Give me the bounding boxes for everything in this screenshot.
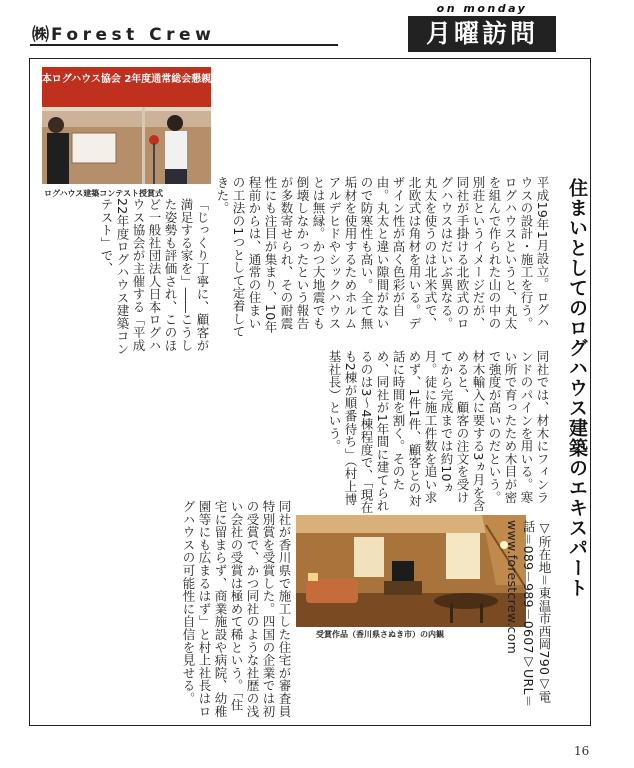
company-name-header bbox=[30, 26, 338, 46]
page-number: 16 bbox=[574, 744, 590, 758]
log-house-interior-illustration bbox=[296, 515, 526, 627]
article-body-top: 平成19年1月設立。ログハウスの設計・施工を行う。 ログハウスというと、丸太を組んで作られた山の中の別荘というイメージだが、同社が手掛ける北欧式のログハウスはだいぶ異なる。丸太を使うのは北米式で、北欧式は角材を用いる。デザイン性が高く色彩が自由。丸太と違い隙間がないので防寒性も高い。全て無垢材を使用するためホルムアルデヒドやシックハウスとは無縁。かつ大地震でも倒壊しなかったという報告が多数寄せられ、その耐震性にも注目が集まり、10年程前からは、通常の住まいの工法の1つとして定着してきた。 bbox=[215, 176, 550, 338]
company-name: Forest Crew bbox=[51, 25, 216, 45]
kabushiki-mark: ㈱ bbox=[32, 25, 49, 45]
company-contact-info: ▽所在地＝東温市西岡790▽電話＝089－989－0607▽URL＝www.forestcrew.com bbox=[505, 520, 552, 708]
series-title: 月曜訪問 bbox=[408, 16, 556, 52]
banner-text: 日本ログハウス協会 2年度通常総会懇親会 bbox=[31, 74, 222, 85]
award-ceremony-caption: ログハウス建築コンテスト授賞式 bbox=[44, 189, 163, 198]
article-body-bottom: 同社が香川県で施工した住宅が審査員特別賞を受賞した。四国の企業では初の受賞で、かつ同社のような社歴の浅い会社の受賞は極めて稀という。「住宅に留まらず、商業施設や病院、幼稚園等にも広まるはず」と村上社長はログハウスの可能性に自信を見せる。 bbox=[181, 500, 292, 718]
series-tag: on monday bbox=[436, 2, 528, 15]
article-body-left: 「じっくり丁寧に、顧客が満足する家を」――こうした姿勢も評価され、このほど一般社団法人日本ログハウス協会が主催する「平成22年度ログハウス建築コンテスト」で、 bbox=[99, 198, 210, 356]
log-house-interior-photo bbox=[296, 515, 526, 627]
article-headline: 住まいとしてのログハウス建築のエキスパート bbox=[566, 178, 588, 598]
banner-backdrop bbox=[42, 67, 211, 107]
award-ceremony-photo bbox=[31, 67, 222, 184]
log-house-interior-caption: 受賞作品（香川県さぬき市）の内観 bbox=[316, 630, 444, 639]
article-body-middle: 同社では、材木にフィンランドのパインを用いる。寒い所で育ったため木目が密で強度が高いのだという。材木輸入に要する3ヵ月を含めると、顧客の注文を受けてから完成までは約10ヵ月。徒に施工件数を追い求めず、1件1件、顧客との対話に時間を割く。そのため、同社が1年間に建てられるのは3～4棟程度で、「現在も2棟が順番待ち」（村上博基社長）という。 bbox=[327, 350, 550, 514]
award-ceremony-illustration bbox=[31, 67, 222, 184]
